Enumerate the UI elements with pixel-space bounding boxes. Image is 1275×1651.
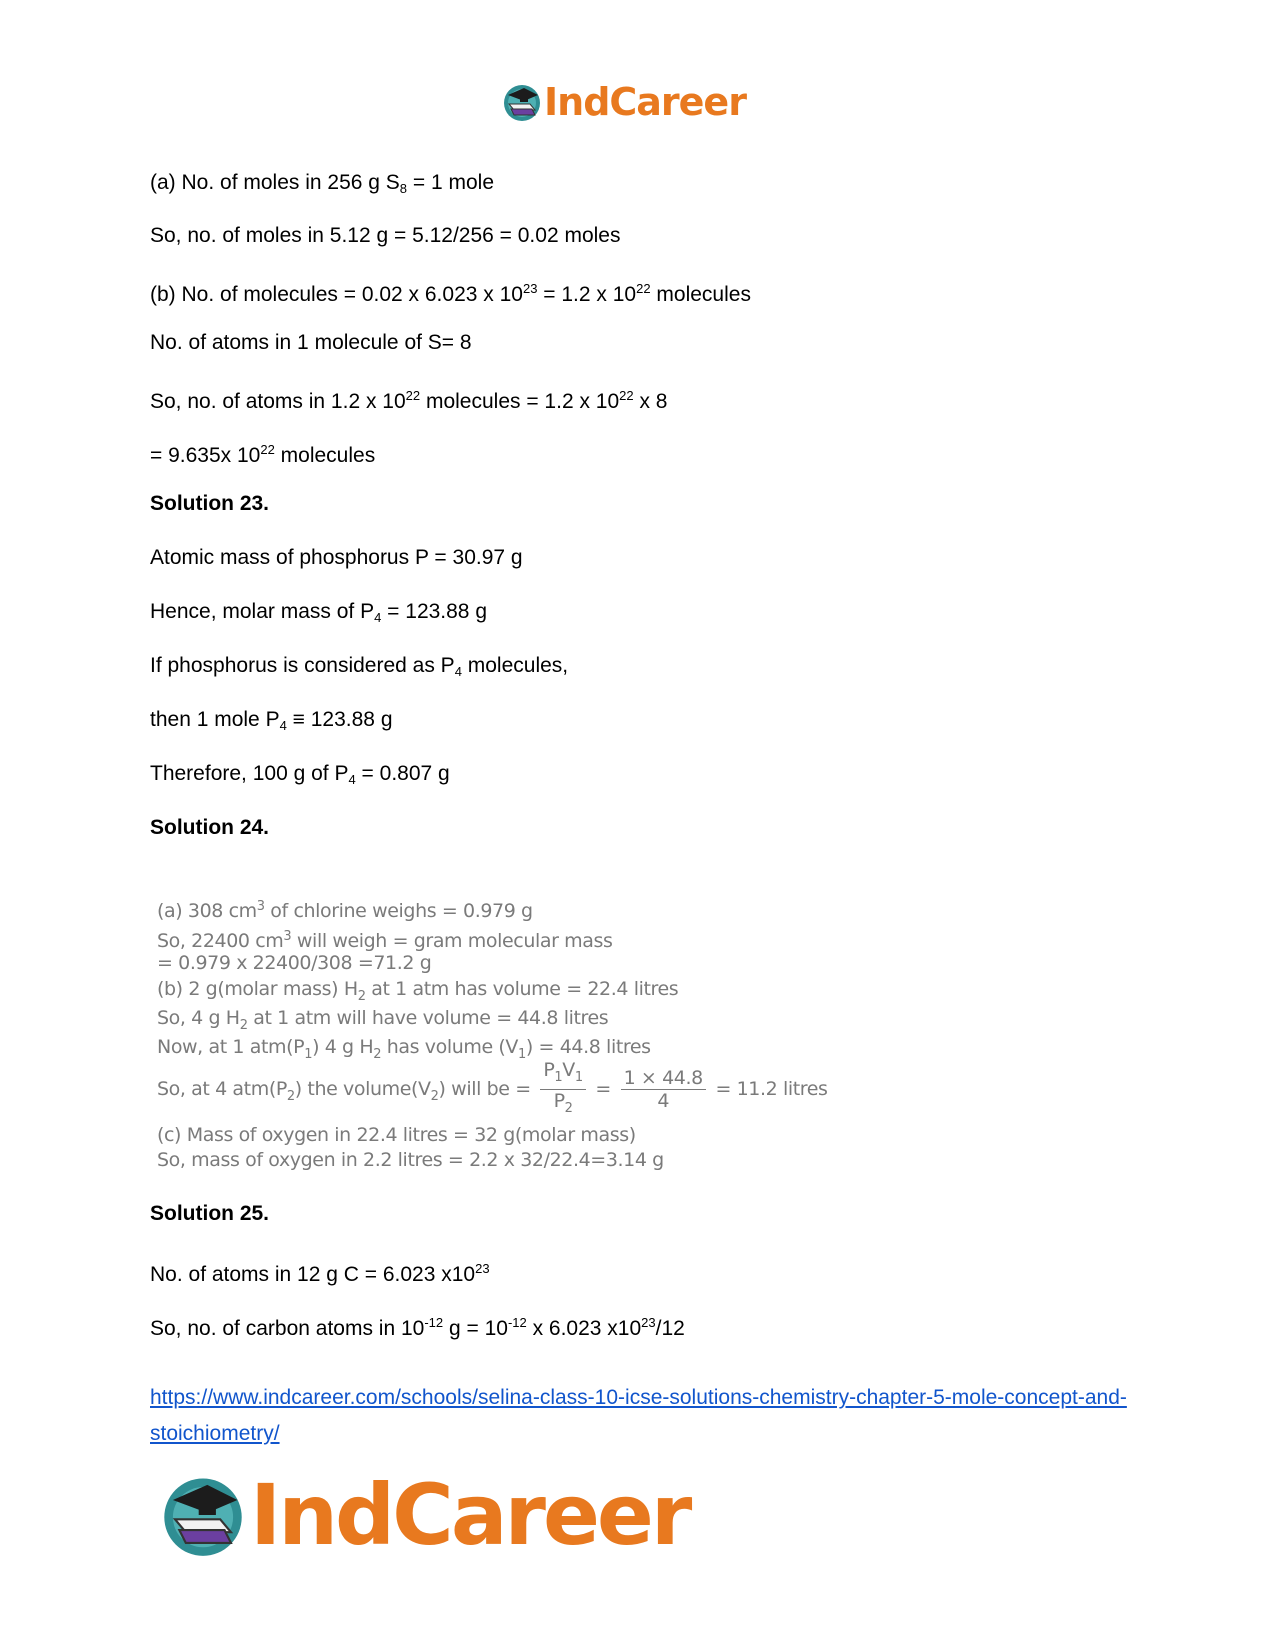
source-link[interactable]: https://www.indcareer.com/schools/selina-class-10-icse-solutions-chemistry-chapter-5-mole-concept-and-stoichiometry/ (150, 1386, 1127, 1445)
logo-wordmark: IndCareer (544, 80, 746, 124)
text-line: (a) No. of moles in 256 g $S_8 = 1$ mole (150, 171, 494, 196)
solution-24-image (150, 895, 830, 1195)
text-line: No. of atoms in 1 molecule of S= 8 (150, 331, 472, 354)
scan-line: Now, at 1 $atm(P_1)$ 4 g $H_2$ has volume $(V_1) = 44.8$ litres (157, 1036, 651, 1062)
text-line: So, no. of atoms in 1.2 x $10^{22}$ molecules = 1.2 x $10^{22}$ x 8 (150, 388, 668, 413)
solution-heading: Solution 24. (150, 816, 270, 839)
graduation-cap-book-icon (160, 1472, 246, 1558)
fraction-value: $\frac{1 \times 44.8}{4}$ (621, 1067, 706, 1112)
text-line: So, no. of carbon atoms in $10^{-12}$ $g = 10^{-12}$ x 6.023 $x10^{23}/12$ (150, 1315, 685, 1340)
solution-heading: Solution 25. (150, 1202, 270, 1225)
scan-line: (b) 2 g(molar mass) $H_2$ at 1 atm has volume = 22.4 litres (157, 978, 679, 1004)
text-line: = 9.635x $10^{22}$ molecules (150, 442, 376, 467)
text-line: Atomic mass of phosphorus P = 30.97 g (150, 546, 523, 569)
scan-line: So, 22400 $cm^3$ will weigh = gram molecular mass (157, 929, 613, 952)
graduation-cap-book-icon (502, 82, 542, 122)
text-line: Therefore, 100 g of $P_4 = 0.807$ g (150, 762, 450, 787)
logo-bottom (160, 1466, 689, 1564)
scan-line: = 0.979 x 22400/308 =71.2 g (157, 952, 432, 974)
text-line: If phosphorus is considered as $P_4$ molecules, (150, 654, 569, 679)
text-line: then 1 mole $P_4 \equiv 123.88$ g (150, 708, 393, 733)
scan-formula-line: So, at 4 $atm(P_2)$ the $volume(V_2)$ will be = $\frac{P_1V_1}{P_2}$ = $\frac{1 \times 44.8}{4}$ = 11.2 litres (157, 1059, 828, 1120)
logo-top (502, 80, 746, 124)
text-line: So, no. of moles in 5.12 g = 5.12/256 = 0.02 moles (150, 224, 621, 247)
logo-wordmark: IndCareer (250, 1466, 690, 1564)
scan-line: (a) 308 $cm^3$ of chlorine weighs = 0.979 g (157, 899, 533, 922)
text-line: Hence, molar mass of $P_4 = 123.88$ g (150, 600, 488, 625)
scan-line: So, mass of oxygen in 2.2 litres = 2.2 x 32/22.4=3.14 g (157, 1149, 664, 1171)
fraction-p1v1-over-p2: $\frac{P_1V_1}{P_2}$ (540, 1059, 585, 1120)
text-line: (b) No. of molecules = 0.02 x 6.023 x $10^{23} = 1.2$ x $10^{22}$ molecules (150, 281, 751, 306)
scan-line: So, 4 g $H_2$ at 1 atm will have volume = 44.8 litres (157, 1007, 609, 1033)
scan-line: (c) Mass of oxygen in 22.4 litres = 32 g(molar mass) (157, 1124, 636, 1146)
solution-heading: Solution 23. (150, 492, 270, 515)
text-line: No. of atoms in 12 g C = 6.023 $x10^{23}$ (150, 1261, 490, 1286)
